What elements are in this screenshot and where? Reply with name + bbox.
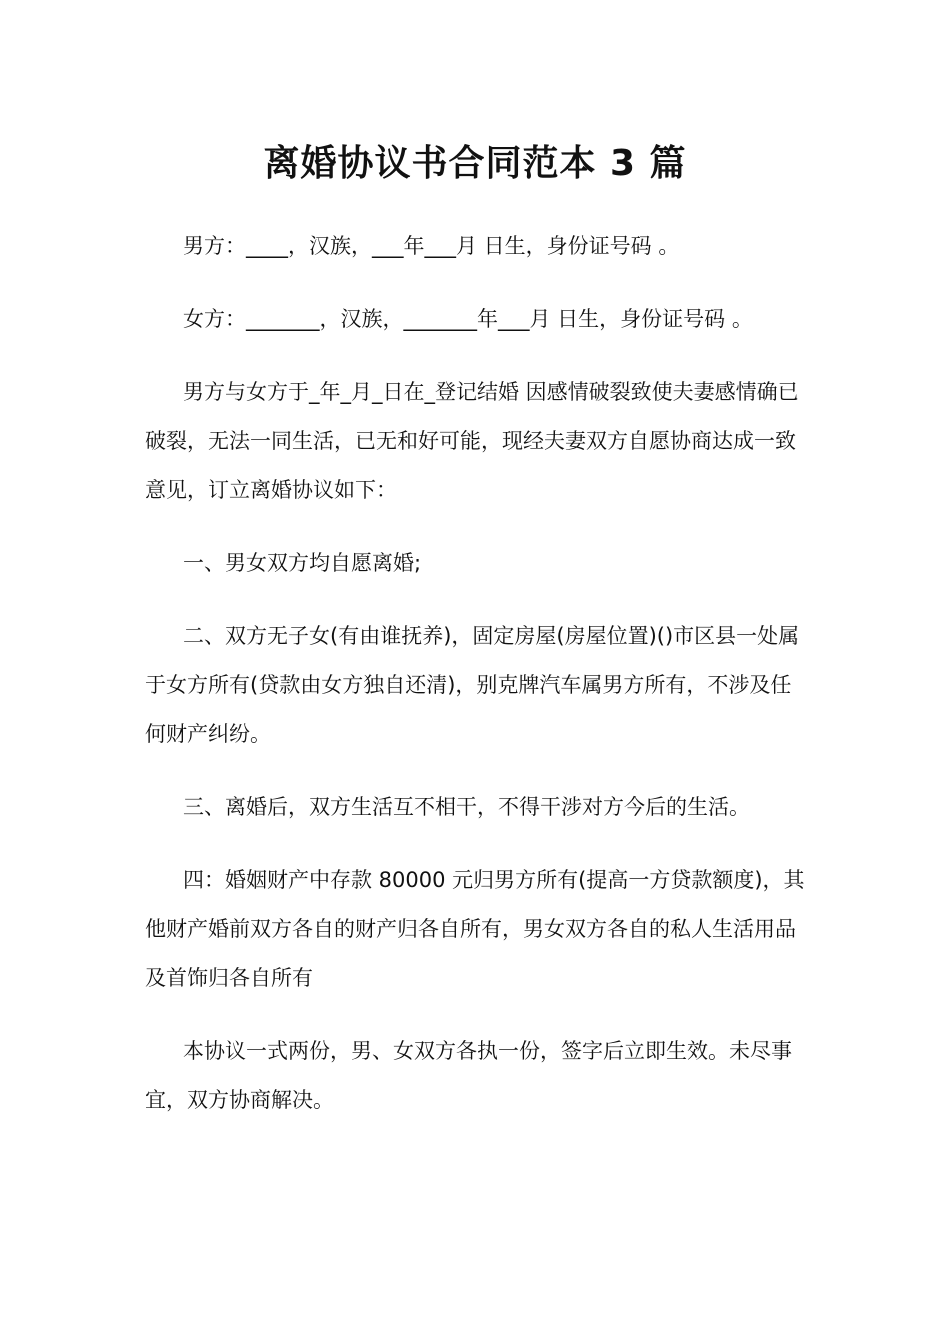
- paragraph-clause-2: 二、双方无子女(有由谁抚养)，固定房屋(房屋位置)()市区县一处属于女方所有(贷款由女方独自还清)，别克牌汽车属男方所有，不涉及任何财产纠纷。: [145, 624, 800, 746]
- paragraph-closing: 本协议一式两份，男、女双方各执一份，签字后立即生效。未尽事宜，双方协商解决。: [145, 1039, 792, 1112]
- paragraph-female-party: 女方：_______，汉族，_______年___月 日生，身份证号码 。: [183, 307, 753, 331]
- paragraph-clause-3: 三、离婚后，双方生活互不相干，不得干涉对方今后的生活。: [183, 795, 750, 819]
- paragraph-clause-1: 一、男女双方均自愿离婚;: [183, 551, 422, 575]
- paragraph-clause-4: 四：婚姻财产中存款 80000 元归男方所有(提高一方贷款额度)，其他财产婚前双方各自的财产归各自所有，男女双方各自的私人生活用品及首饰归各自所有: [145, 868, 805, 990]
- paragraph-male-party: 男方：____，汉族，___年___月 日生，身份证号码 。: [183, 234, 680, 258]
- document-body: [145, 222, 810, 1149]
- document-title: 离婚协议书合同范本 3 篇: [263, 143, 687, 184]
- paragraph-preamble: 男方与女方于_年_月_日在_登记结婚 因感情破裂致使夫妻感情确已破裂，无法一同生活，已无和好可能，现经夫妻双方自愿协商达成一致意见，订立离婚协议如下：: [145, 380, 799, 502]
